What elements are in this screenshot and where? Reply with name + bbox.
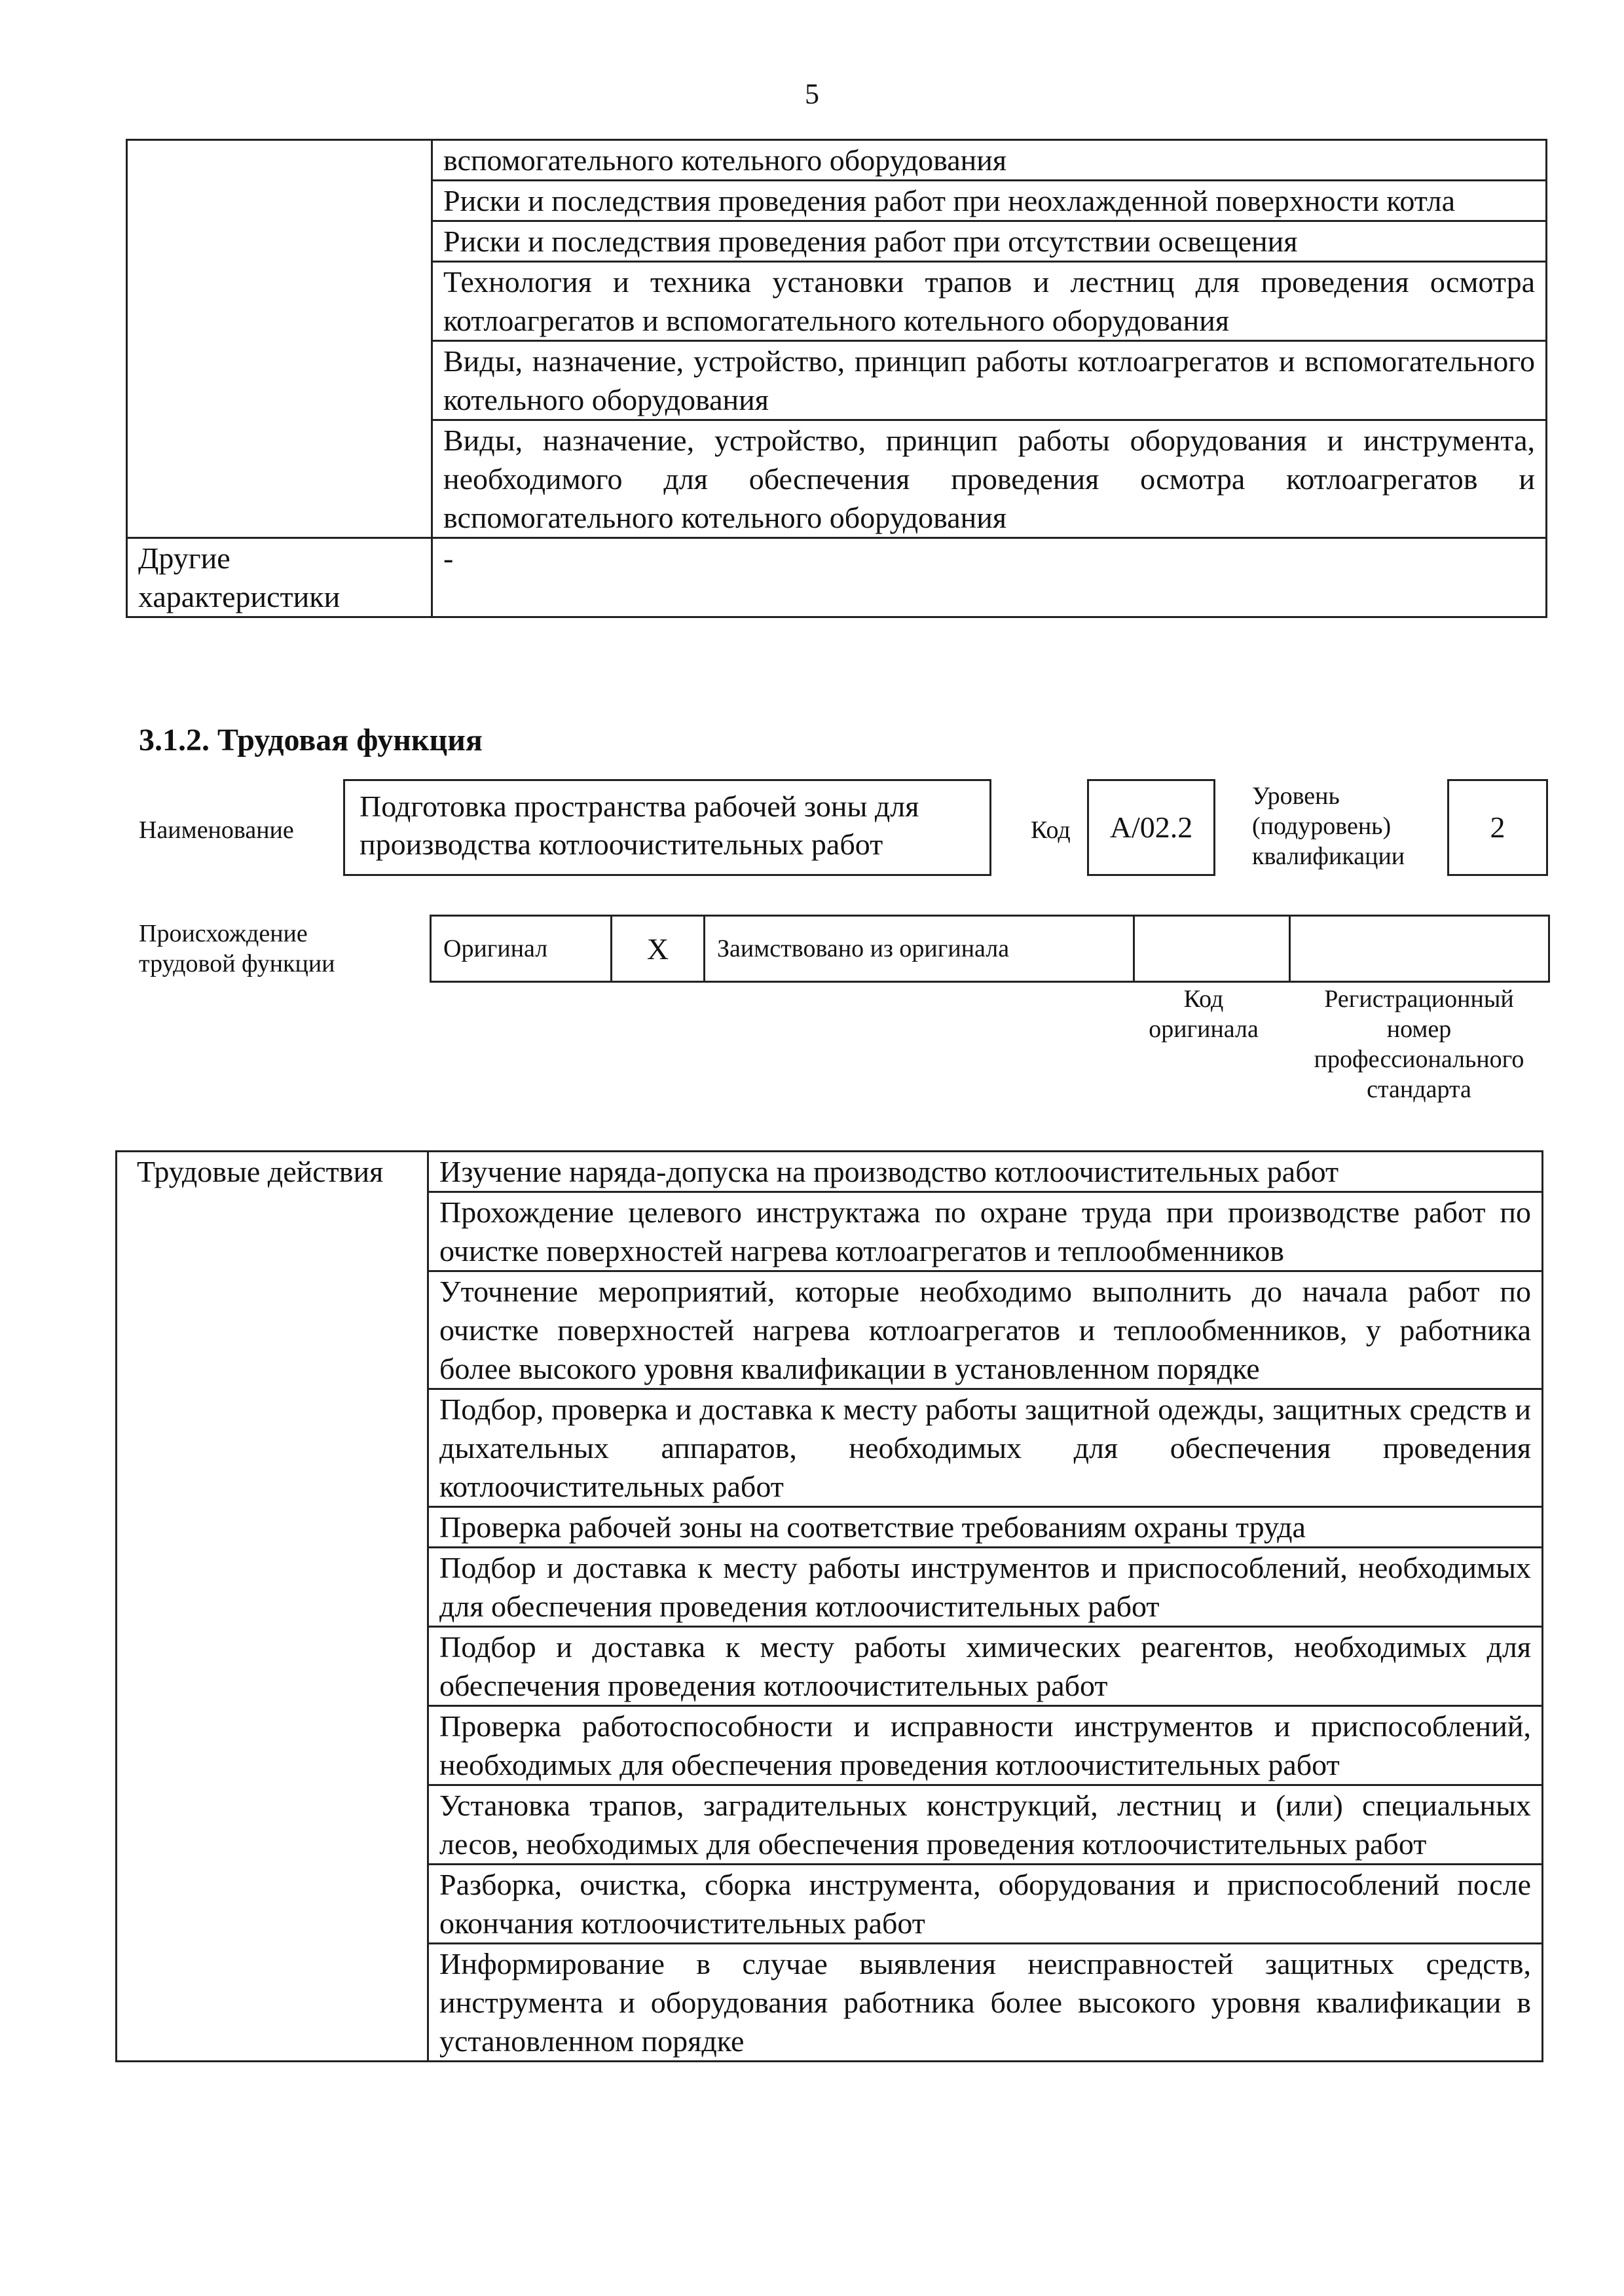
table-row xyxy=(127,140,1547,181)
table-cell: Подбор и доставка к месту работы инструментов и приспособлений, необходимых для обеспечения проведения котлоочистительных работ xyxy=(428,1548,1543,1627)
original-code-cell xyxy=(1134,916,1290,982)
code-label: Код xyxy=(1031,816,1071,844)
function-code-box: A/02.2 xyxy=(1087,779,1215,876)
labor-actions-label: Трудовые действия xyxy=(117,1152,428,2062)
table-cell: Подбор и доставка к месту работы химических реагентов, необходимых для обеспечения проведения котлоочистительных работ xyxy=(428,1627,1543,1706)
section-title: 3.1.2. Трудовая функция xyxy=(139,723,483,757)
original-mark: X xyxy=(612,916,705,982)
labor-actions-table xyxy=(115,1150,1543,2062)
original-label: Оригинал xyxy=(431,916,612,982)
knowledge-label-cell xyxy=(127,140,432,538)
table-cell: Уточнение мероприятий, которые необходимо выполнить до начала работ по очистке поверхностей нагрева котлоагрегатов и теплообменников, у работника более высокого уровня квалификации в установленном порядке xyxy=(428,1271,1543,1389)
registration-number-caption: Регистрационный номер профессионального стандарта xyxy=(1314,985,1524,1103)
registration-number-cell xyxy=(1290,916,1549,982)
table-row xyxy=(117,1152,1543,1192)
table-cell: Установка трапов, заградительных конструкций, лестниц и (или) специальных лесов, необходимых для обеспечения проведения котлоочистительных работ xyxy=(428,1785,1543,1865)
table-cell: Прохождение целевого инструктажа по охране труда при производстве работ по очистке поверхностей нагрева котлоагрегатов и теплообменников xyxy=(428,1192,1543,1271)
table-cell: Виды, назначение, устройство, принцип работы оборудования и инструмента, необходимого для обеспечения проведения осмотра котлоагрегатов и вспомогательного котельного оборудования xyxy=(432,420,1547,538)
table-cell: Проверка рабочей зоны на соответствие требованиям охраны труда xyxy=(428,1507,1543,1548)
table-cell: Разборка, очистка, сборка инструмента, оборудования и приспособлений после окончания котлоочистительных работ xyxy=(428,1865,1543,1944)
table-cell: вспомогательного котельного оборудования xyxy=(432,140,1547,181)
function-name-box: Подготовка пространства рабочей зоны для производства котлоочистительных работ xyxy=(343,779,991,876)
table-cell: Информирование в случае выявления неисправностей защитных средств, инструмента и оборудования работника более высокого уровня квалификации в установленном порядке xyxy=(428,1944,1543,2062)
other-characteristics-label: Другие характеристики xyxy=(127,538,432,617)
origin-label: Происхождение трудовой функции xyxy=(139,920,335,977)
qualification-level-label: Уровень (подуровень) квалификации xyxy=(1252,782,1405,870)
table-cell: Риски и последствия проведения работ при отсутствии освещения xyxy=(432,221,1547,262)
table-cell: Проверка работоспособности и исправности инструментов и приспособлений, необходимых для обеспечения проведения котлоочистительных работ xyxy=(428,1706,1543,1785)
origin-table xyxy=(430,915,1550,983)
table-cell: Подбор, проверка и доставка к месту работы защитной одежды, защитных средств и дыхательных аппаратов, необходимых для обеспечения проведения котлоочистительных работ xyxy=(428,1389,1543,1507)
table-cell: Технология и техника установки трапов и лестниц для проведения осмотра котлоагрегатов и вспомогательного котельного оборудования xyxy=(432,262,1547,341)
borrowed-label: Заимствовано из оригинала xyxy=(705,916,1134,982)
table-row xyxy=(127,538,1547,617)
other-characteristics-value: - xyxy=(432,538,1547,617)
name-label: Наименование xyxy=(139,816,294,844)
table-cell: Изучение наряда-допуска на производство котлоочистительных работ xyxy=(428,1152,1543,1192)
knowledge-table xyxy=(126,139,1547,618)
table-cell: Виды, назначение, устройство, принцип работы котлоагрегатов и вспомогательного котельного оборудования xyxy=(432,341,1547,420)
table-cell: Риски и последствия проведения работ при неохлажденной поверхности котла xyxy=(432,181,1547,221)
page-number: 5 xyxy=(805,78,819,110)
table-row xyxy=(431,916,1549,982)
qualification-level-box: 2 xyxy=(1447,779,1548,876)
original-code-caption: Код оригинала xyxy=(1149,985,1259,1043)
